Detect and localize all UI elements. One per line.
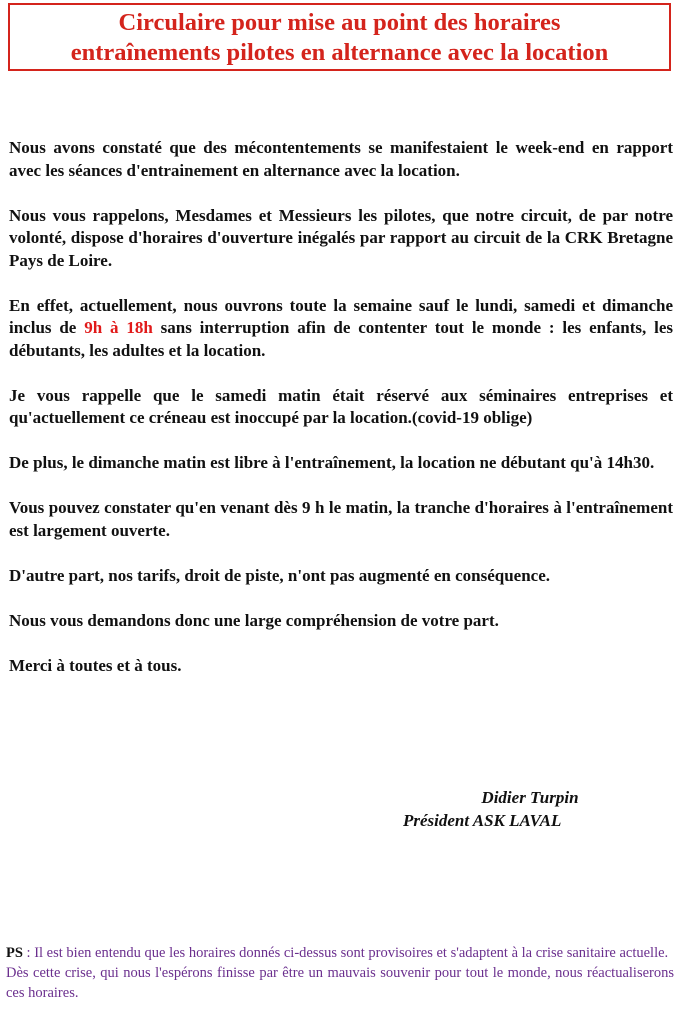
postscript-line-2: Dès cette crise, qui nous l'espérons finisse par être un mauvais souvenir pour tout le monde, nous réactualiserons ces horaires. bbox=[6, 965, 674, 1001]
paragraph-opening-hours bbox=[9, 295, 673, 363]
circular-title-box bbox=[8, 3, 671, 71]
signature-block bbox=[400, 786, 630, 832]
letter-body bbox=[9, 137, 673, 700]
opening-hours-text-start: En effet, actuellement, nous ouvrons toute la semaine sauf le lundi, samedi et dimanche inclus de bbox=[9, 295, 673, 337]
opening-hours-text-end: sans interruption afin de contenter tout le monde : les enfants, les débutants, les adultes et la location. bbox=[9, 318, 673, 360]
opening-hours-highlight: 9h à 18h bbox=[84, 318, 153, 337]
paragraph-sunday: De plus, le dimanche matin est libre à l'entraînement, la location ne débutant qu'à 14h30. bbox=[9, 453, 655, 472]
signature-name: Didier Turpin bbox=[481, 788, 579, 807]
postscript bbox=[6, 943, 674, 1003]
paragraph-reminder: Nous vous rappelons, Mesdames et Messieurs les pilotes, que notre circuit, de par notre volonté, dispose d'horaires d'ouverture inégalés par rapport au circuit de la CRK Bretagne Pays de Loire. bbox=[9, 205, 673, 270]
postscript-label: PS bbox=[6, 945, 23, 961]
paragraph-morning-slot: Vous pouvez constater qu'en venant dès 9 h le matin, la tranche d'horaires à l'entraînement est largement ouverte. bbox=[9, 498, 673, 540]
paragraph-prices: D'autre part, nos tarifs, droit de piste, n'ont pas augmenté en conséquence. bbox=[9, 565, 551, 585]
paragraph-understanding: Nous vous demandons donc une large compréhension de votre part. bbox=[9, 610, 499, 630]
title-line-1: Circulaire pour mise au point des horaires bbox=[118, 9, 561, 36]
signature-title: Président ASK LAVAL bbox=[403, 811, 562, 830]
postscript-line-1 bbox=[6, 943, 674, 963]
paragraph-complaints: Nous avons constaté que des mécontentements se manifestaient le week-end en rapport avec les séances d'entrainement en alternance avec la location. bbox=[9, 138, 673, 180]
paragraph-thanks: Merci à toutes et à tous. bbox=[9, 655, 182, 675]
title-line-2: entraînements pilotes en alternance avec la location bbox=[70, 39, 609, 66]
postscript-text-1: : Il est bien entendu que les horaires donnés ci-dessus sont provisoires et s'adaptent à la crise sanitaire actuelle. bbox=[22, 945, 669, 961]
paragraph-saturday: Je vous rappelle que le samedi matin était réservé aux séminaires entreprises et qu'actuellement ce créneau est inoccupé par la location.(covid-19 oblige) bbox=[9, 385, 673, 427]
